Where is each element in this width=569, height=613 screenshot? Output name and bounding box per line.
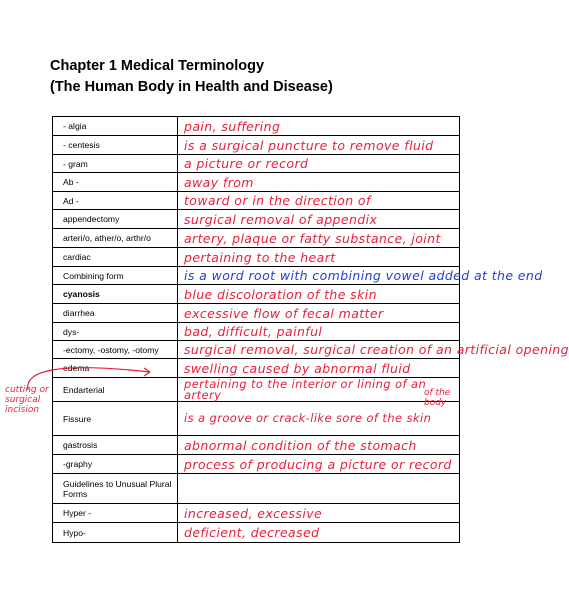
term-cell: cyanosis <box>53 285 178 304</box>
term-cell: cardiac <box>53 248 178 267</box>
handwritten-definition: increased, excessive <box>184 505 323 521</box>
term-cell: Hyper - <box>53 504 178 523</box>
handwritten-definition: toward or in the direction of <box>184 193 371 208</box>
term-cell: -ectomy, -ostomy, -otomy <box>53 341 178 359</box>
handwritten-definition: away from <box>184 174 254 190</box>
handwritten-definition: blue discoloration of the skin <box>184 286 377 302</box>
handwritten-definition: swelling caused by abnormal fluid <box>184 360 411 376</box>
handwritten-definition: is a surgical puncture to remove fluid <box>184 137 434 153</box>
term-cell: - centesis <box>53 136 178 155</box>
handwritten-definition: a picture or record <box>184 156 309 171</box>
handwritten-definition: pertaining to the interior or lining of an artery <box>184 376 427 402</box>
handwritten-definition: is a groove or crack-like sore of the skin <box>184 411 432 425</box>
term-cell: Fissure <box>53 402 178 436</box>
handwritten-definition: deficient, decreased <box>184 525 320 540</box>
handwritten-definition: is a word root with combining vowel added at the end <box>184 268 543 283</box>
handwritten-definition: abnormal condition of the stomach <box>184 437 417 453</box>
term-cell: diarrhea <box>53 304 178 323</box>
term-cell: Hypo- <box>53 523 178 543</box>
term-cell: arteri/o, ather/o, arthr/o <box>53 229 178 248</box>
handwritten-definition: bad, difficult, painful <box>184 324 323 339</box>
term-cell: dys- <box>53 323 178 341</box>
handwritten-definition: artery, plaque or fatty substance, joint <box>184 230 441 246</box>
term-cell: edema <box>53 359 178 378</box>
handwritten-definition: process of producing a picture or record <box>184 456 452 472</box>
right-margin-note: of the body <box>424 388 451 408</box>
handwritten-definition: pertaining to the heart <box>184 249 336 265</box>
term-cell: appendectomy <box>53 210 178 229</box>
handwritten-definition: surgical removal, surgical creation of an artificial opening <box>184 342 569 357</box>
chapter-subtitle: (The Human Body in Health and Disease) <box>50 79 333 95</box>
handwritten-definition: excessive flow of fecal matter <box>184 305 384 321</box>
term-cell: Ad - <box>53 192 178 210</box>
term-cell: - algia <box>53 117 178 136</box>
term-cell: Guidelines to Unusual Plural Forms <box>53 474 178 504</box>
term-cell: - gram <box>53 155 178 173</box>
arrow-line <box>28 368 150 390</box>
term-cell: Ab - <box>53 173 178 192</box>
term-cell: gastrosis <box>53 436 178 455</box>
chapter-title: Chapter 1 Medical Terminology <box>50 58 265 74</box>
left-margin-note: cutting or surgical incision <box>5 385 49 415</box>
handwritten-definition: pain, suffering <box>184 118 281 134</box>
term-cell: -graphy <box>53 455 178 474</box>
term-cell: Combining form <box>53 267 178 285</box>
term-cell: Endarterial <box>53 378 178 402</box>
handwritten-definition: surgical removal of appendix <box>184 211 378 227</box>
